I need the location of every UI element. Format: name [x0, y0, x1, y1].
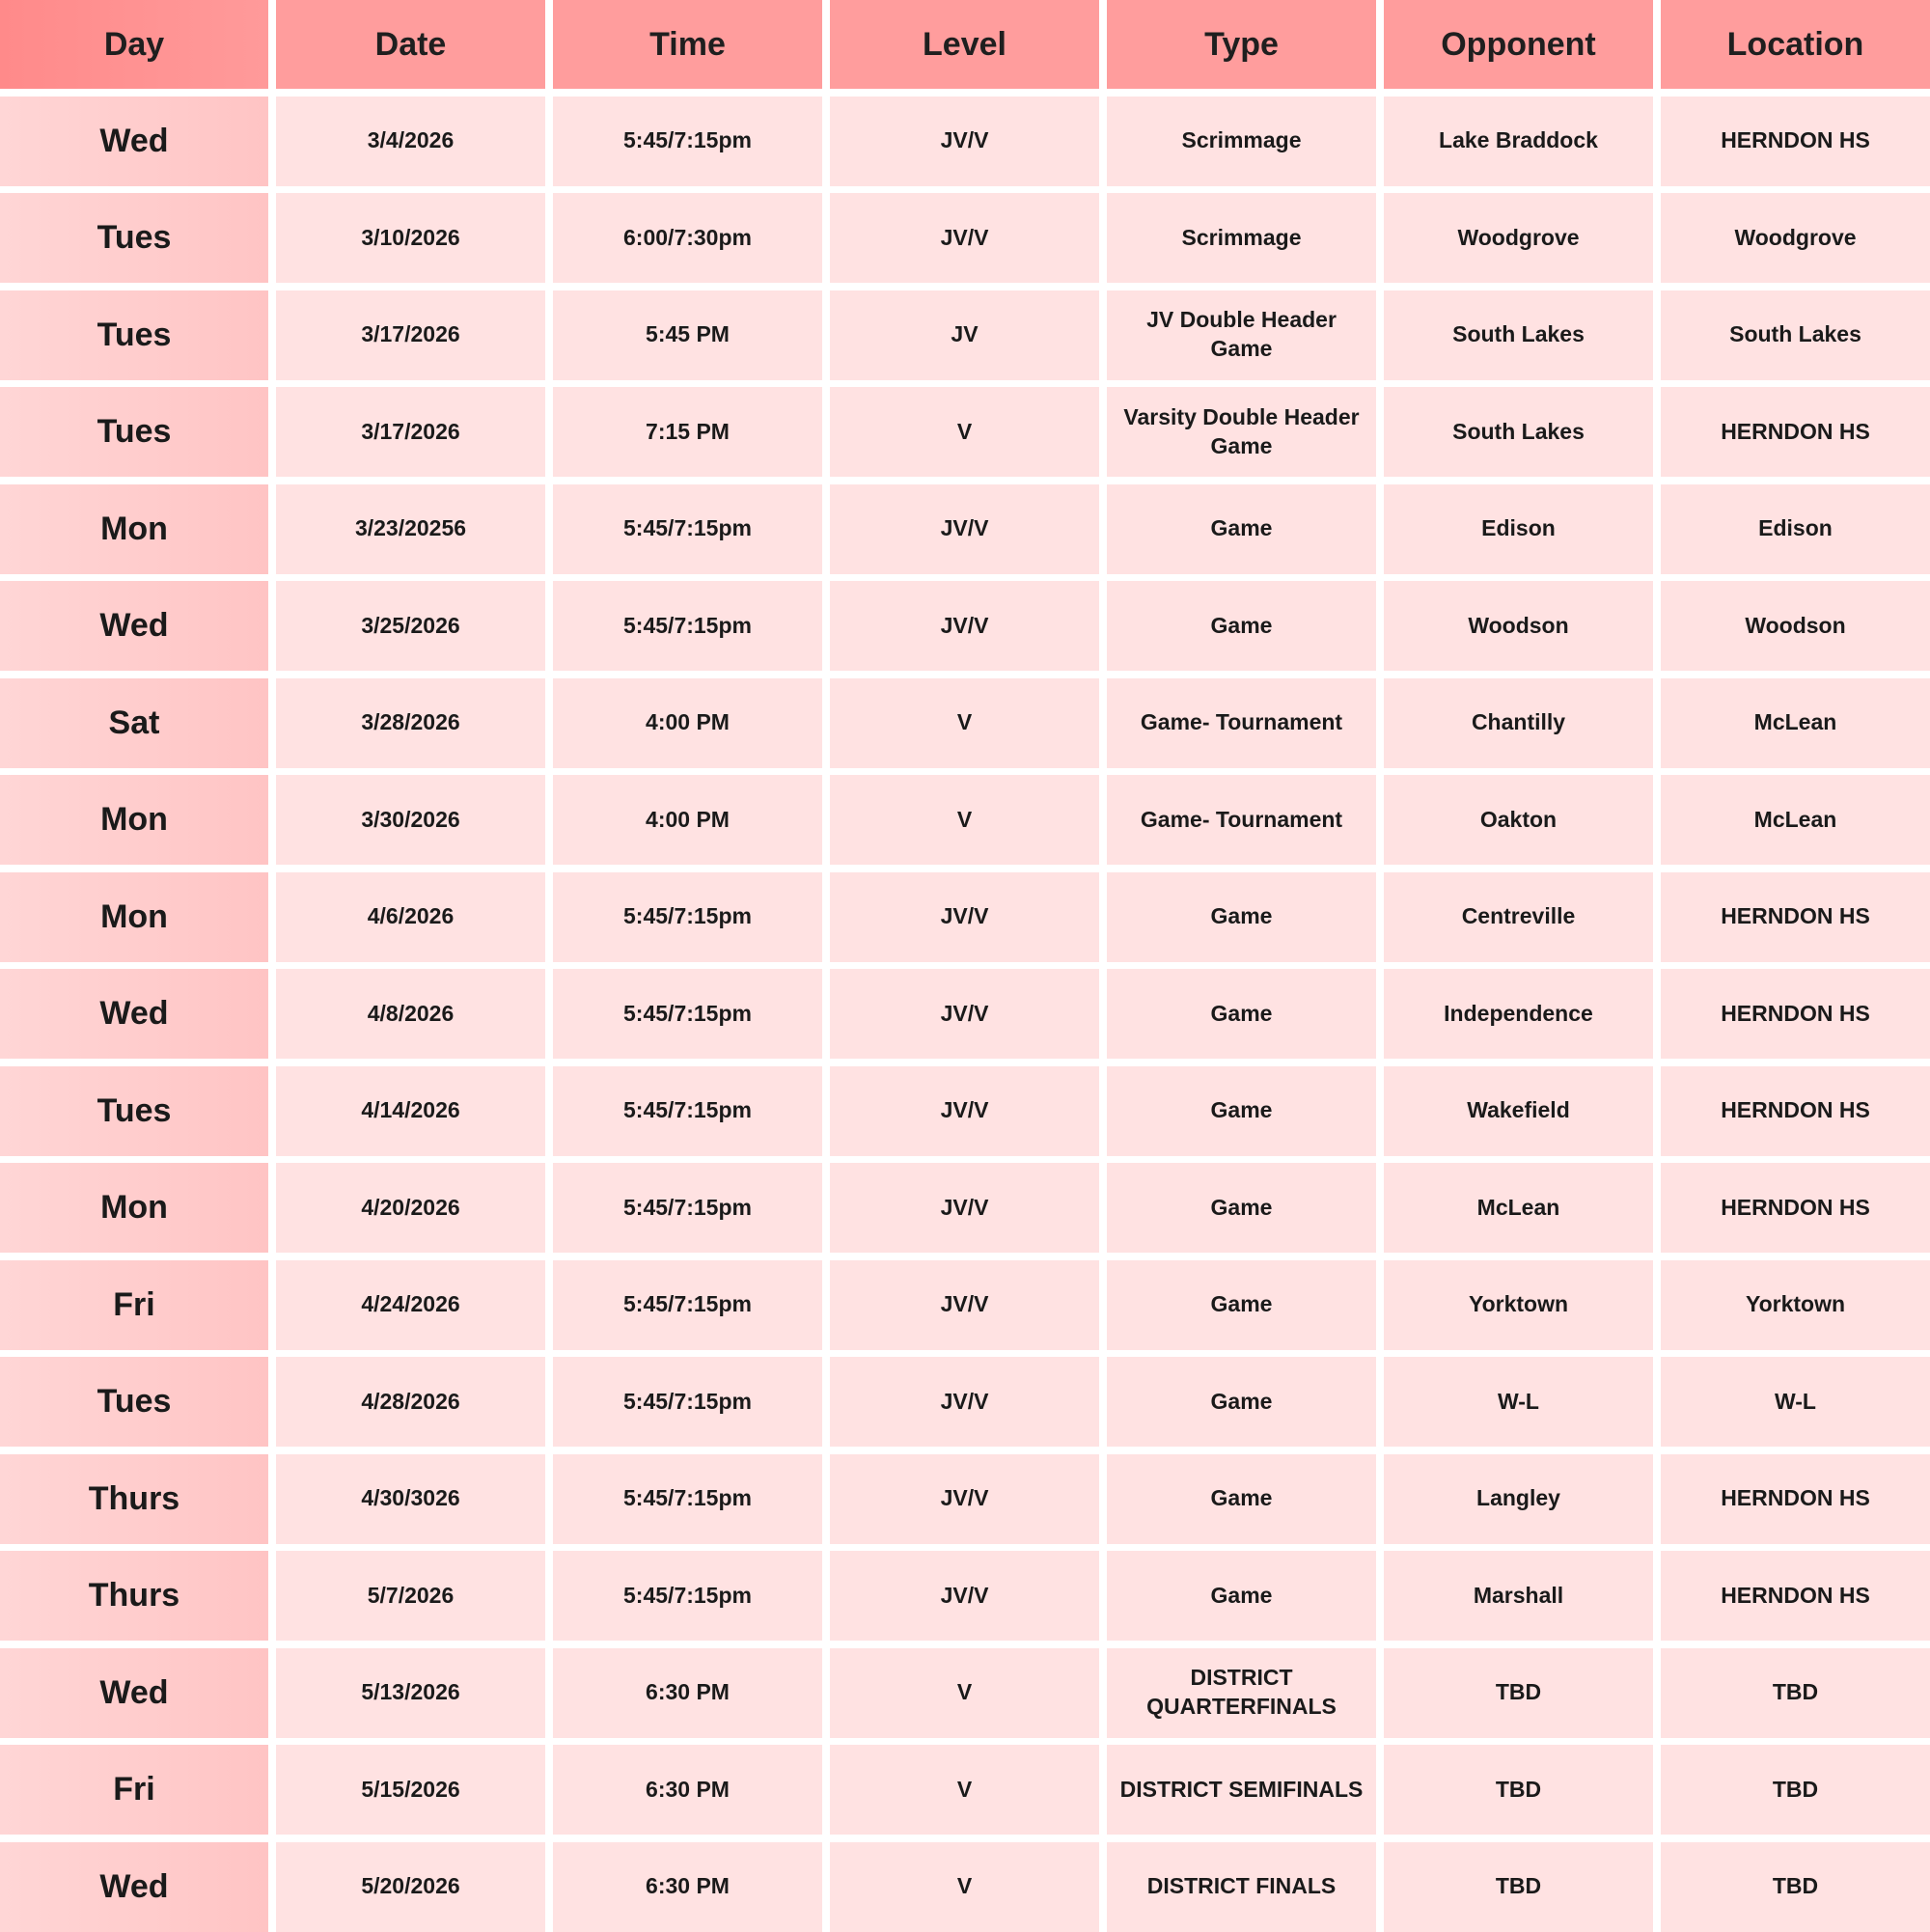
table-cell-opponent: South Lakes — [1384, 290, 1653, 380]
table-cell-day: Mon — [0, 775, 268, 865]
table-cell-date: 5/7/2026 — [276, 1551, 545, 1641]
table-cell-level: JV/V — [830, 969, 1099, 1059]
table-cell-level: V — [830, 1648, 1099, 1738]
table-cell-location: HERNDON HS — [1661, 387, 1930, 477]
table-cell-type: DISTRICT FINALS — [1107, 1842, 1376, 1932]
table-cell-location: HERNDON HS — [1661, 872, 1930, 962]
table-cell-type: Game — [1107, 1357, 1376, 1447]
table-cell-time: 6:30 PM — [553, 1842, 822, 1932]
table-cell-day: Thurs — [0, 1454, 268, 1544]
table-cell-location: Yorktown — [1661, 1260, 1930, 1350]
table-cell-level: V — [830, 387, 1099, 477]
table-cell-time: 4:00 PM — [553, 775, 822, 865]
table-cell-opponent: Oakton — [1384, 775, 1653, 865]
table-cell-type: Game — [1107, 581, 1376, 671]
table-cell-level: JV/V — [830, 193, 1099, 283]
header-location: Location — [1661, 0, 1930, 89]
table-cell-type: Game- Tournament — [1107, 678, 1376, 768]
table-cell-opponent: Edison — [1384, 484, 1653, 574]
table-cell-opponent: Independence — [1384, 969, 1653, 1059]
table-cell-type: DISTRICT SEMIFINALS — [1107, 1745, 1376, 1835]
table-cell-day: Wed — [0, 97, 268, 186]
table-cell-date: 3/23/20256 — [276, 484, 545, 574]
table-cell-day: Fri — [0, 1260, 268, 1350]
table-cell-time: 5:45 PM — [553, 290, 822, 380]
table-cell-opponent: TBD — [1384, 1745, 1653, 1835]
table-cell-date: 3/4/2026 — [276, 97, 545, 186]
table-cell-day: Mon — [0, 484, 268, 574]
table-cell-level: JV — [830, 290, 1099, 380]
table-cell-opponent: South Lakes — [1384, 387, 1653, 477]
table-cell-opponent: McLean — [1384, 1163, 1653, 1253]
table-cell-location: South Lakes — [1661, 290, 1930, 380]
table-cell-opponent: Centreville — [1384, 872, 1653, 962]
header-date: Date — [276, 0, 545, 89]
table-cell-location: HERNDON HS — [1661, 1066, 1930, 1156]
table-cell-level: JV/V — [830, 1357, 1099, 1447]
table-cell-type: Game — [1107, 1454, 1376, 1544]
table-cell-date: 3/25/2026 — [276, 581, 545, 671]
table-cell-opponent: Woodgrove — [1384, 193, 1653, 283]
table-cell-day: Mon — [0, 872, 268, 962]
table-cell-type: Game — [1107, 1066, 1376, 1156]
table-cell-opponent: Chantilly — [1384, 678, 1653, 768]
table-cell-opponent: Woodson — [1384, 581, 1653, 671]
table-cell-opponent: Yorktown — [1384, 1260, 1653, 1350]
table-cell-day: Fri — [0, 1745, 268, 1835]
table-cell-day: Wed — [0, 1648, 268, 1738]
table-cell-location: Edison — [1661, 484, 1930, 574]
table-cell-day: Tues — [0, 387, 268, 477]
table-cell-level: JV/V — [830, 484, 1099, 574]
table-cell-time: 6:30 PM — [553, 1745, 822, 1835]
table-cell-opponent: Langley — [1384, 1454, 1653, 1544]
table-cell-level: V — [830, 775, 1099, 865]
table-cell-date: 4/14/2026 — [276, 1066, 545, 1156]
table-cell-location: HERNDON HS — [1661, 1551, 1930, 1641]
table-cell-location: W-L — [1661, 1357, 1930, 1447]
table-cell-day: Tues — [0, 1357, 268, 1447]
table-cell-location: Woodgrove — [1661, 193, 1930, 283]
table-cell-date: 5/20/2026 — [276, 1842, 545, 1932]
table-cell-date: 3/17/2026 — [276, 290, 545, 380]
table-cell-level: JV/V — [830, 1260, 1099, 1350]
table-cell-opponent: TBD — [1384, 1648, 1653, 1738]
table-cell-location: HERNDON HS — [1661, 97, 1930, 186]
table-cell-time: 5:45/7:15pm — [553, 581, 822, 671]
table-cell-time: 6:00/7:30pm — [553, 193, 822, 283]
table-cell-time: 5:45/7:15pm — [553, 872, 822, 962]
table-cell-opponent: W-L — [1384, 1357, 1653, 1447]
header-type: Type — [1107, 0, 1376, 89]
table-cell-location: HERNDON HS — [1661, 969, 1930, 1059]
table-cell-time: 5:45/7:15pm — [553, 97, 822, 186]
table-cell-date: 5/13/2026 — [276, 1648, 545, 1738]
header-time: Time — [553, 0, 822, 89]
table-cell-type: JV Double Header Game — [1107, 290, 1376, 380]
table-cell-location: TBD — [1661, 1745, 1930, 1835]
table-cell-date: 4/24/2026 — [276, 1260, 545, 1350]
table-cell-time: 5:45/7:15pm — [553, 1066, 822, 1156]
table-cell-level: V — [830, 1745, 1099, 1835]
table-cell-time: 5:45/7:15pm — [553, 1260, 822, 1350]
table-cell-day: Thurs — [0, 1551, 268, 1641]
table-cell-day: Tues — [0, 290, 268, 380]
table-cell-time: 5:45/7:15pm — [553, 1357, 822, 1447]
table-cell-day: Wed — [0, 581, 268, 671]
table-cell-time: 5:45/7:15pm — [553, 484, 822, 574]
table-cell-date: 4/28/2026 — [276, 1357, 545, 1447]
table-cell-location: HERNDON HS — [1661, 1163, 1930, 1253]
table-cell-level: V — [830, 1842, 1099, 1932]
table-cell-level: V — [830, 678, 1099, 768]
table-cell-day: Tues — [0, 193, 268, 283]
table-cell-type: Game — [1107, 1163, 1376, 1253]
table-cell-day: Tues — [0, 1066, 268, 1156]
table-cell-level: JV/V — [830, 1551, 1099, 1641]
table-cell-time: 6:30 PM — [553, 1648, 822, 1738]
table-cell-location: McLean — [1661, 775, 1930, 865]
table-cell-type: DISTRICT QUARTERFINALS — [1107, 1648, 1376, 1738]
table-cell-time: 5:45/7:15pm — [553, 1454, 822, 1544]
header-level: Level — [830, 0, 1099, 89]
table-cell-level: JV/V — [830, 97, 1099, 186]
table-cell-type: Scrimmage — [1107, 97, 1376, 186]
table-cell-opponent: TBD — [1384, 1842, 1653, 1932]
table-cell-time: 4:00 PM — [553, 678, 822, 768]
table-cell-type: Game — [1107, 872, 1376, 962]
header-day: Day — [0, 0, 268, 89]
header-opponent: Opponent — [1384, 0, 1653, 89]
table-cell-date: 3/28/2026 — [276, 678, 545, 768]
table-cell-level: JV/V — [830, 1454, 1099, 1544]
table-cell-location: TBD — [1661, 1842, 1930, 1932]
table-cell-level: JV/V — [830, 581, 1099, 671]
table-cell-opponent: Marshall — [1384, 1551, 1653, 1641]
table-cell-type: Game — [1107, 484, 1376, 574]
table-cell-day: Mon — [0, 1163, 268, 1253]
table-cell-day: Wed — [0, 969, 268, 1059]
table-cell-date: 4/8/2026 — [276, 969, 545, 1059]
table-cell-date: 4/30/3026 — [276, 1454, 545, 1544]
table-cell-date: 3/30/2026 — [276, 775, 545, 865]
table-cell-date: 3/17/2026 — [276, 387, 545, 477]
table-cell-level: JV/V — [830, 1163, 1099, 1253]
table-cell-date: 4/20/2026 — [276, 1163, 545, 1253]
table-cell-level: JV/V — [830, 1066, 1099, 1156]
table-cell-time: 5:45/7:15pm — [553, 1551, 822, 1641]
table-cell-type: Game — [1107, 1260, 1376, 1350]
table-cell-location: McLean — [1661, 678, 1930, 768]
table-cell-time: 5:45/7:15pm — [553, 1163, 822, 1253]
table-cell-date: 4/6/2026 — [276, 872, 545, 962]
table-cell-type: Game — [1107, 1551, 1376, 1641]
table-cell-location: Woodson — [1661, 581, 1930, 671]
table-cell-opponent: Lake Braddock — [1384, 97, 1653, 186]
table-cell-date: 3/10/2026 — [276, 193, 545, 283]
table-cell-location: HERNDON HS — [1661, 1454, 1930, 1544]
table-cell-day: Wed — [0, 1842, 268, 1932]
table-cell-type: Game — [1107, 969, 1376, 1059]
table-cell-type: Varsity Double Header Game — [1107, 387, 1376, 477]
table-cell-time: 7:15 PM — [553, 387, 822, 477]
table-cell-day: Sat — [0, 678, 268, 768]
table-cell-type: Game- Tournament — [1107, 775, 1376, 865]
table-cell-location: TBD — [1661, 1648, 1930, 1738]
table-cell-date: 5/15/2026 — [276, 1745, 545, 1835]
table-cell-time: 5:45/7:15pm — [553, 969, 822, 1059]
table-cell-level: JV/V — [830, 872, 1099, 962]
table-cell-type: Scrimmage — [1107, 193, 1376, 283]
table-cell-opponent: Wakefield — [1384, 1066, 1653, 1156]
